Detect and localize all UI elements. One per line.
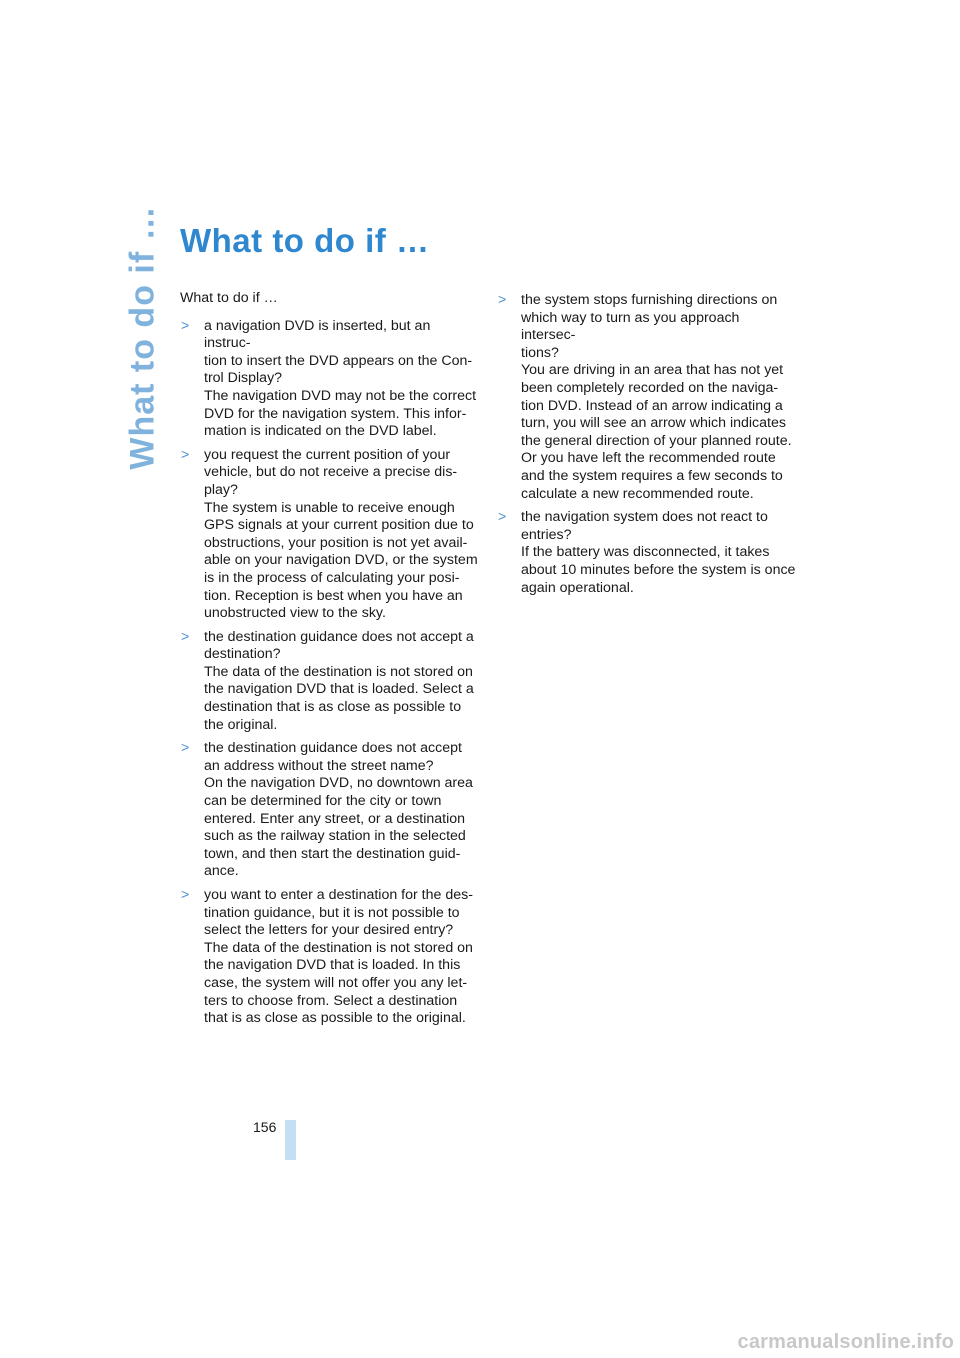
right-column <box>497 292 797 603</box>
list-item <box>497 509 797 597</box>
item-question: the navigation system does not react to entries? <box>521 509 768 543</box>
bullet-marker: > <box>181 446 190 463</box>
item-answer: On the navigation DVD, no downtown area can be determined for the city or town entered. Enter any street, or a destination such as the railway station in the selected town, and then start the destination guid- ance. <box>204 775 473 880</box>
item-question: you request the current position of your vehicle, but do not receive a precise dis- play? <box>204 446 458 498</box>
watermark: carmanualsonline.info <box>737 1331 954 1353</box>
bullet-marker: > <box>181 628 190 645</box>
bullet-marker: > <box>181 740 190 757</box>
item-answer: The system is unable to receive enough GPS signals at your current position due to obstructions, your position is not yet avail- able on your navigation DVD, or the system is in the process of calculating your posi- tion. Reception is best when you have an unobstructed view to the sky. <box>204 499 478 622</box>
list-item <box>180 740 480 881</box>
item-question: you want to enter a destination for the des- tination guidance, but it is not possible to select the letters for your desired entry? <box>204 887 473 939</box>
intro-text: What to do if … <box>180 290 278 306</box>
list-item <box>497 292 797 503</box>
list-item <box>180 447 480 623</box>
item-answer: You are driving in an area that has not yet been completely recorded on the naviga- tion DVD. Instead of an arrow indicating a turn, you will see an arrow which indicates the general direction of your planned route. Or you have left the recommended route and the system requires a few seconds to calculate a new recommended route. <box>521 362 792 502</box>
left-column <box>180 290 480 1034</box>
item-answer: The navigation DVD may not be the correct DVD for the navigation system. This infor- mation is indicated on the DVD label. <box>204 387 477 440</box>
page-title: What to do if … <box>180 222 430 259</box>
item-answer: The data of the destination is not stored on the navigation DVD that is loaded. Select a destination that is as close as possible to the original. <box>204 663 474 733</box>
right-item-list <box>497 292 797 597</box>
bullet-marker: > <box>498 292 507 308</box>
item-question: the destination guidance does not accept a destination? <box>204 628 474 663</box>
left-item-list <box>180 318 480 1028</box>
page-marker-bar <box>285 1120 296 1160</box>
item-question: the destination guidance does not accept an address without the street name? <box>204 740 462 774</box>
list-item <box>180 318 480 441</box>
bullet-marker: > <box>181 887 190 903</box>
list-item <box>180 887 480 1028</box>
page-number: 156 <box>253 1119 277 1135</box>
side-section-title <box>121 205 165 470</box>
list-item <box>180 629 480 735</box>
side-section-title-text: What to do if … <box>123 205 162 470</box>
bullet-marker: > <box>181 317 190 334</box>
item-question: a navigation DVD is inserted, but an instruc- tion to insert the DVD appears on the Con- trol Display? <box>204 317 473 387</box>
item-answer: The data of the destination is not stored on the navigation DVD that is loaded. In this case, the system will not offer you any let- ters to choose from. Select a destination that is as close as possible to the original. <box>204 939 473 1027</box>
bullet-marker: > <box>498 509 507 526</box>
item-answer: If the battery was disconnected, it takes about 10 minutes before the system is once again operational. <box>521 544 796 596</box>
item-question: the system stops furnishing directions on which way to turn as you approach intersec- tions? <box>521 292 778 361</box>
